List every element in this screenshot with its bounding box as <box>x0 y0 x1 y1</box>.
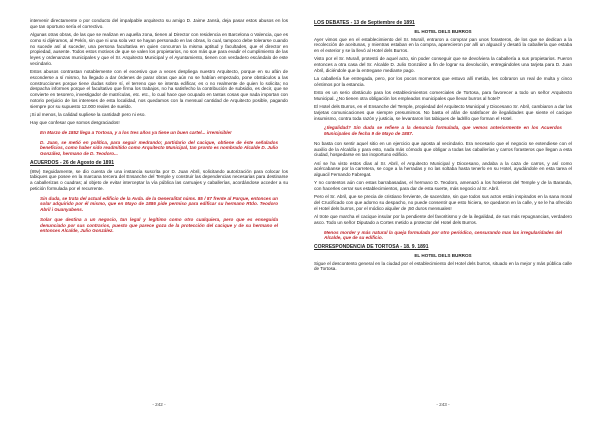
annotation-note: ¿Ilegalidad? Sin duda se refiere a la denuncia formulada, que vemos anteriormente en los Acuerdos Municipales de fecha 9 de Mayo de 1887. <box>324 125 562 136</box>
right-paragraph: Y no contentos aún con estas barrabasadas, el hermano D. Teodoro, amenazó a los hoteleros del Temple y de la Baranda, con hacerles cerrar sus establecimientos, para dar de esta suerte, más negocio al Sr. Abril. <box>314 180 572 191</box>
article-title: EL HOTEL DELS BURROS <box>414 252 472 258</box>
right-paragraph: Sigue el descontento general en la ciudad por el establecimiento del Hotel dels burros, situado en la mejor y más pública calle de Tortosa. <box>314 260 572 272</box>
right-paragraph: Visto por el Sr. Murall, protestó de aquel acto, sin poder conseguir que se devolviera la caballería a sus propietarios. Fueron entonces a otra casa del Sr. Alcalde D. Julio González a fin de lograr su devolución, entregándoles una tarjeta para D. Juan Abril, diciéndole que la entregase mediante pago. <box>314 56 572 73</box>
article-title: EL HOTEL DELS BURROS <box>414 28 472 34</box>
page-number: - 243 - <box>436 402 450 408</box>
annotation-note: Menos morder y más natural la queja formulada por otro periódico, censurando mas las irregularidades del Alcalde, que de su edificio. <box>324 229 562 241</box>
left-paragraph: intervenir directamente o por conducto del impalpable arquitecto su amigo D. Jaime Jansà, deja pasar estos abusos en los que tan oportuno sería el correctivo. <box>30 18 288 29</box>
left-paragraph: Hay que confesar que somos desgraciados! <box>30 120 120 125</box>
left-paragraph: ¡Si al menos, la calidad supliese la cantidad! pero ni eso. <box>30 111 146 117</box>
page-number: - 242 - <box>152 402 166 408</box>
right-paragraph: Ayer vimos que en el establecimiento del Sr. Murall, entraron a comprar pan unos forasteros, de los que se dedican a la recolección de aceitunas, y mientras estaban en la compra, aparecieron por allí un alguacil y desató la caballería que estaba en el exterior y se la llevó al Hotel dels Burros. <box>314 36 572 53</box>
right-paragraph: No basta con sentir aquel sitio en un ejercicio que aposta al vecindario. Era necesario que el negocio se extendiese con el auxilio de la Alcaldía y para esto, nada más cómodo que obligar a todas las caballerías y carros forasteros que llegan a esta ciudad, hospedarse en tan inoportuno edificio. <box>314 140 572 158</box>
right-paragraph: Pero el Sr. Abril, que se precia de cristiano ferviente, de sacerdote, sin que todos sus actos están inspirados en la sana moral del Crucificado con que adorno su despacho, no puede consentir que esto hiciera, se quedaron en la calle, y se le ha ofrecido el Hotel dels burros, por el módico alquiler de ¡50 duros mensuales! <box>314 194 572 211</box>
right-paragraph: El Hotel dels Burros, en el Ensanche del Temple, propiedad del Arquitecto Municipal y Diocesano Sr. Abril, cambiaron a dar las tarjetas comunicaciones que siempre presumimos. No basta el afán de satisfacer de ilegalidades que siente el cacique insumismo, contra toda razón y justicia, se levantaron los tabiques de ladrillo que forman el Hotel. <box>314 104 572 121</box>
section-heading: ACUERDOS - 26 de Agosto de 1891 <box>30 159 115 166</box>
left-paragraph: (89v) Seguidamente, se dio cuenta de una instancia suscrita por D. Juan Abril, solicitando autorización para colocar los tabiques que posee en la marcana tercera del Ensanche del Temple y construir las dependencias necesarias para destinarse a caballerizas o cuadras; al objeto de evitar interceptar la vía pública las carruajes y caballerías, acordándose acceder a su petición formulada por el recurrente. <box>30 168 288 191</box>
right-paragraph: Al trote que marcha el cacique insular por la pendiente del favoritismo y de la ilegalidad, de sus más repugnancias, verdadero asco. Todo un señor Diputado a Cortes metido a protector del Hotel dels Burros. <box>314 214 572 225</box>
right-paragraph: Esto es un serio obstáculo para los establecimientos comerciales de Tortosa, para favorecer a todo un señor Arquitecto Municipal. ¿No tienen otra obligación los empleados municipales que llevar burros al hotel? <box>314 90 572 101</box>
right-page <box>314 18 572 408</box>
left-paragraph: Algunas otras obras, de las que se realizan en aquella zona, tienen al Director con residencia en Barcelona o Valencia, que es como si dijéramos, al Pekín, sin que ni una sola vez se hayan personado en las obras, lo cual, tampoco debe tolerarse cuando no sucede así al suceder, una persona facultativa en quien concurran la misma aptitud y facultades, que el director en propiedad, ausente. Todos estos motivos de que se valen los propietarios, no son más que para evadir el cumplimiento de las leyes y ordenanzas municipales y que el Sr. Arquitecto Municipal y el Ayuntamiento, tienen con verdadero escándalo de este vecindario. <box>30 32 288 66</box>
right-paragraph: La caballería fue entregada, pero, por los pocos momentos que estuvo allí metida, les cobraron un real de multa y cinco céntimos por la estancia. <box>314 76 572 87</box>
annotation-note: Sin duda, se trata del actual edificio de la Avda. de la Generalitat núms. 85 / 87 frente al Parque, entonces un solar adquirido por él mismo, que en Mayo de 1886 pide permiso para edificar su hermano Rtdo. Teodoro Abril i Guanyabens. <box>40 195 278 212</box>
section-heading: LOS DEBATES - 13 de Septiembre de 1891 <box>314 20 415 26</box>
annotation-note: Solar que destina a un negocio, tan legal y legítimo como otro cualquiera, pero que es enseguida denunciado por sus contrarios, puesto que parece goza de la protección del cacique y de su hermano el entonces Alcalde, Julio González. <box>40 216 278 234</box>
right-paragraph: Así se ha visto estos días al Sr. Abril, el Arquitecto Municipal y Diocesano, andaba a la caza de carros, y así como acércabanse por la carretera, se coge a la herradas y no las soltaba hasta tenerlo en su Hotel, ayudándole en esta tarea el alguacil Fernando Fabregat. <box>314 160 572 177</box>
section-heading: CORRESPONDENCIA DE TORTOSA - 18. 9. 1891 <box>314 244 429 250</box>
annotation-note: En Marzo de 1852 llega a Tortosa, y a los tres años ya tiene un buen cartel... irremisible! <box>40 129 232 135</box>
left-page <box>30 18 288 408</box>
annotation-note: D. Juan, se metió en política, para seguir medrando; partidario del cacique, obtiene de éste señalados beneficios, como haber sido readmitido como Arquitecto Municipal, tan pronto es nombrado Alcalde D. Julio González, hermano de D. Teodoro... <box>40 139 278 156</box>
left-paragraph: Estos abusos contrastan notablemente con el excesivo que a veces despliega nuestro Arquitecto, porque en su afán de esconderse a sí mismo, ha llegado a dar órdenes de parar obras que aún no se habían empezado, pone obstáculos a las construcciones porque tiene dudas sobre sí, el terreno que se intenta edificar, es o no realmente de quien lo solicita; no despacha informes porque el facultativo que firma los trabajos, no ha satisfecho la contribución de subsidio, es decir, que se convierte en tesorero, investigador de matrículas, etc. etc., lo cual hace que ocupado en tantas cosas que nada importan con notorio perjuicio de los intereses de esta localidad, nos quedamos con la mensual cantidad de Arquitecto posible, pagando siempre por su supuesto 12.000 reales de sueldo. <box>30 69 288 109</box>
